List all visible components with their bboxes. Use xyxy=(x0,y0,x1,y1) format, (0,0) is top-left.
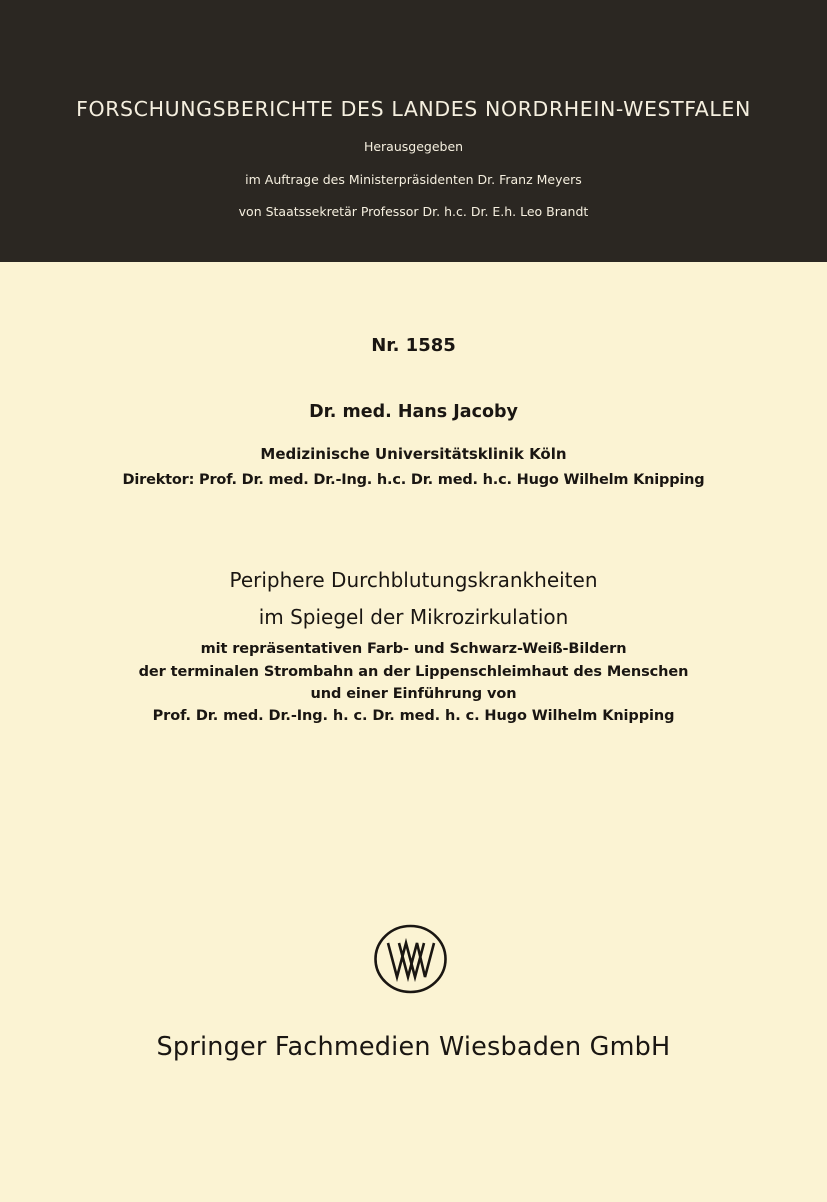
author-name: Dr. med. Hans Jacoby xyxy=(309,402,518,422)
main-title-line-2: im Spiegel der Mikrozirkulation xyxy=(258,605,569,629)
editor-line-editor: von Staatssekretär Professor Dr. h.c. Dr. E.h. Leo Brandt xyxy=(238,204,589,219)
subtitle-line-1: mit repräsentativen Farb- und Schwarz-Weiß-Bildern xyxy=(200,641,627,657)
director-line: Direktor: Prof. Dr. med. Dr.-Ing. h.c. Dr. med. h.c. Hugo Wilhelm Knipping xyxy=(122,472,705,488)
header-band xyxy=(0,0,827,262)
subtitle-line-3: und einer Einführung von xyxy=(310,686,517,702)
publisher-name: Springer Fachmedien Wiesbaden GmbH xyxy=(156,1032,671,1062)
series-title: FORSCHUNGSBERICHTE DES LANDES NORDRHEIN-WESTFALEN xyxy=(76,97,751,121)
main-title-line-1: Periphere Durchblutungskrankheiten xyxy=(229,568,598,592)
editor-line-issued: Herausgegeben xyxy=(363,139,464,154)
institution: Medizinische Universitätsklinik Köln xyxy=(260,445,567,463)
report-number: Nr. 1585 xyxy=(371,335,456,356)
editor-line-commission: im Auftrage des Ministerpräsidenten Dr. Franz Meyers xyxy=(245,172,582,187)
springer-vieweg-logo-icon xyxy=(373,924,448,994)
subtitle-line-2: der terminalen Strombahn an der Lippenschleimhaut des Menschen xyxy=(138,664,689,680)
subtitle-line-4: Prof. Dr. med. Dr.-Ing. h. c. Dr. med. h. c. Hugo Wilhelm Knipping xyxy=(152,708,675,724)
